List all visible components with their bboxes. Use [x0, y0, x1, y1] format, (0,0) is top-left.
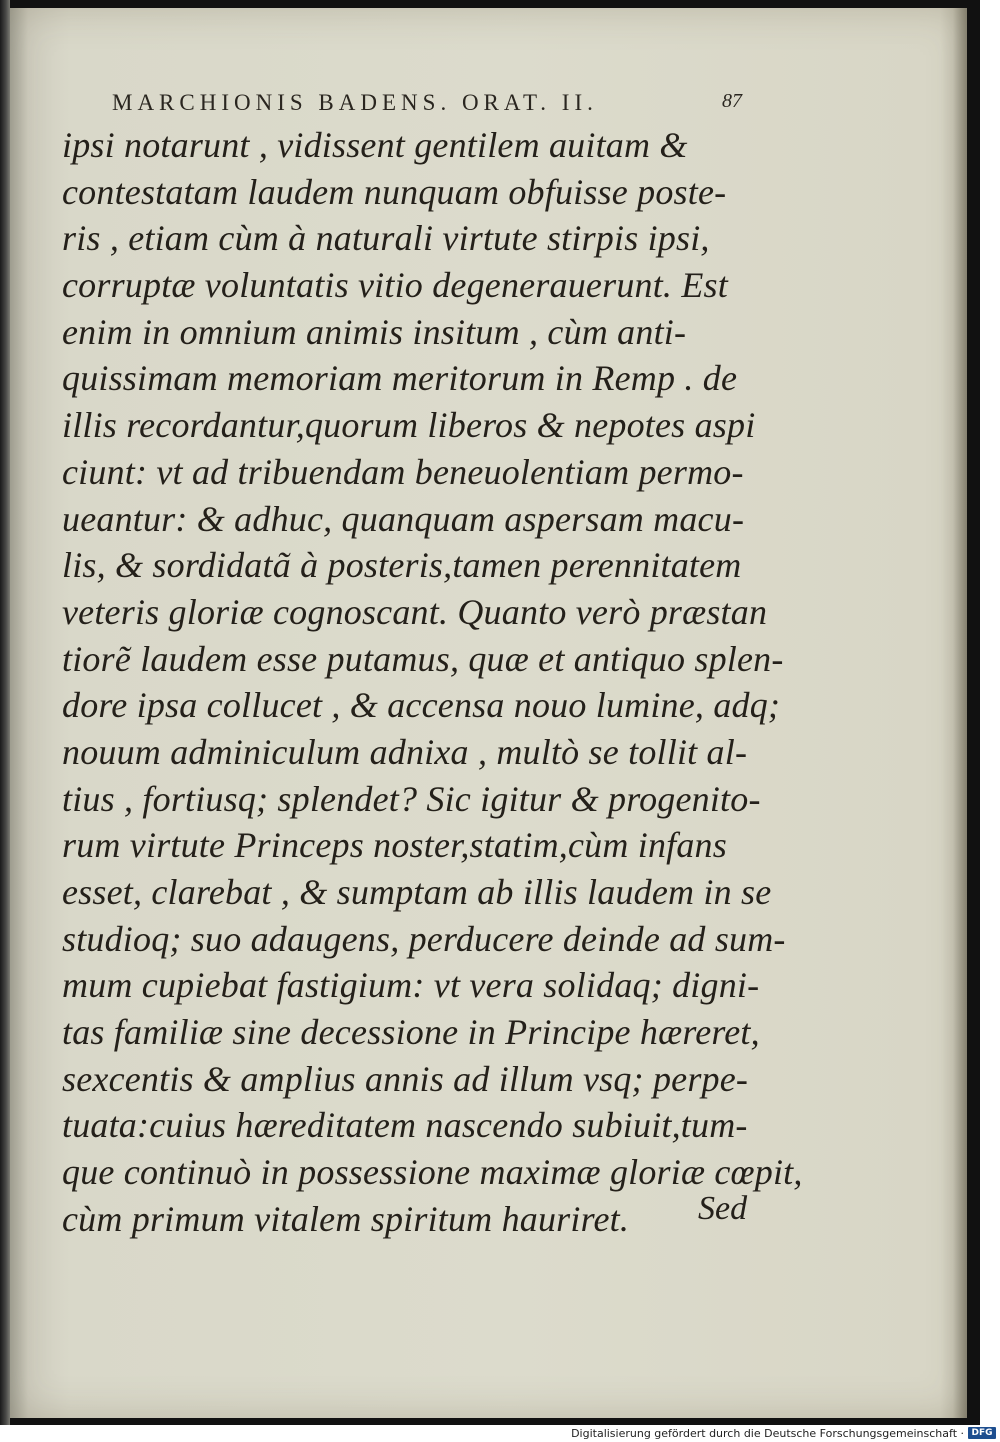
text-line: nouum adminiculum adnixa , multò se tollit al-	[62, 731, 748, 772]
dfg-logo: DFG	[968, 1427, 996, 1439]
text-line: tuata:cuius hæreditatem nascendo subiuit,tum-	[62, 1105, 748, 1146]
text-line: cùm primum vitalem spiritum hauriret.	[62, 1198, 630, 1239]
running-head: MARCHIONIS BADENS. ORAT. II.	[112, 90, 598, 115]
text-line: tius , fortiusq; splendet? Sic igitur & progenito-	[62, 778, 761, 819]
text-line: illis recordantur,quorum liberos & nepotes aspi	[62, 405, 756, 446]
text-line: tas familiæ sine decessione in Principe hæreret,	[62, 1012, 760, 1053]
book-binding-edge	[0, 0, 10, 1425]
text-line: sexcentis & amplius annis ad illum vsq; perpe-	[62, 1058, 749, 1099]
text-line: tiorẽ laudem esse putamus, quæ et antiquo splen-	[62, 638, 784, 679]
funding-credit: Digitalisierung gefördert durch die Deutsche Forschungsgemeinschaft ·	[571, 1427, 964, 1440]
text-line: ipsi notarunt , vidissent gentilem auitam &	[62, 125, 688, 165]
text-line: rum virtute Princeps noster,statim,cùm infans	[62, 825, 727, 866]
text-line: enim in omnium animis insitum , cùm anti-	[62, 311, 687, 352]
text-line: que continuò in possessione maximæ gloriæ cœpit,	[62, 1152, 803, 1193]
text-line: corruptæ voluntatis vitio degenerauerunt. Est	[62, 265, 728, 306]
page-number: 87	[722, 90, 742, 112]
text-line: esset, clarebat , & sumptam ab illis laudem in se	[62, 872, 772, 912]
text-line: ciunt: vt ad tribuendam beneuolentiam permo-	[62, 451, 744, 492]
body-text	[62, 122, 803, 1243]
text-line: ueantur: & adhuc, quanquam aspersam macu-	[62, 498, 745, 539]
text-line: quissimam memoriam meritorum in Remp . de	[62, 358, 738, 399]
text-line: lis, & sordidatã à posteris,tamen perennitatem	[62, 545, 742, 586]
text-line: contestatam laudem nunquam obfuisse poste-	[62, 171, 727, 212]
text-line: studioq; suo adaugens, perducere deinde ad sum-	[62, 918, 786, 959]
catchword: Sed	[698, 1190, 748, 1227]
text-line: veteris gloriæ cognoscant. Quanto verò præstan	[62, 591, 768, 632]
text-line: ris , etiam cùm à naturali virtute stirpis ipsi,	[62, 218, 710, 259]
text-line: mum cupiebat fastigium: vt vera solidaq; digni-	[62, 965, 760, 1006]
text-line: dore ipsa collucet , & accensa nouo lumine, adq;	[62, 685, 781, 726]
